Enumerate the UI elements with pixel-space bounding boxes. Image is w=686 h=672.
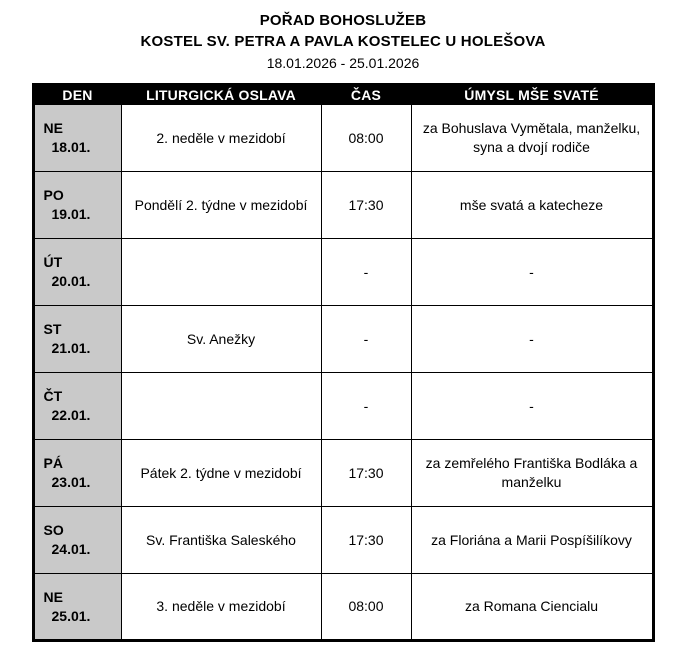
day-abbr: NE	[43, 120, 63, 137]
day-date: 19.01.	[51, 206, 91, 222]
intention-cell: -	[411, 306, 653, 373]
column-header-intention: ÚMYSL MŠE SVATÉ	[411, 85, 653, 105]
time-cell: 17:30	[321, 172, 411, 239]
table-row	[33, 105, 653, 172]
day-date: 25.01.	[51, 607, 91, 624]
time-cell: 08:00	[321, 105, 411, 172]
day-abbr: PÁ	[43, 455, 63, 472]
day-cell	[33, 373, 121, 440]
intention-cell: za Bohuslava Vymětala, manželku, syna a dvojí rodiče	[411, 105, 653, 172]
celebration-cell	[121, 239, 321, 306]
day-cell	[33, 507, 121, 574]
intention-cell: za Floriána a Marii Pospíšilíkovy	[411, 507, 653, 574]
table-row	[33, 440, 653, 507]
day-abbr: ÚT	[43, 254, 63, 271]
day-cell	[33, 440, 121, 507]
table-row	[33, 507, 653, 574]
day-cell	[33, 239, 121, 306]
header-row	[33, 85, 653, 105]
celebration-cell	[121, 373, 321, 440]
table-row	[33, 172, 653, 239]
day-abbr: ST	[43, 321, 62, 338]
day-date: 22.01.	[51, 407, 91, 423]
day-date: 21.01.	[51, 340, 91, 356]
celebration-cell: Sv. Anežky	[121, 306, 321, 373]
time-cell: 17:30	[321, 440, 411, 507]
day-abbr: PO	[43, 187, 64, 204]
intention-cell: mše svatá a katecheze	[411, 172, 653, 239]
celebration-cell: 3. neděle v mezidobí	[121, 574, 321, 641]
day-cell	[33, 105, 121, 172]
day-cell	[33, 574, 121, 641]
table-row	[33, 306, 653, 373]
intention-cell: za zemřelého Františka Bodláka a manželku	[411, 440, 653, 507]
column-header-time: ČAS	[321, 85, 411, 105]
day-abbr: ČT	[43, 388, 63, 405]
page-title: POŘAD BOHOSLUŽEB	[259, 12, 427, 29]
table-row	[33, 239, 653, 306]
celebration-cell: Pondělí 2. týdne v mezidobí	[121, 172, 321, 239]
date-range: 18.01.2026 - 25.01.2026	[266, 55, 420, 71]
day-abbr: SO	[43, 522, 64, 539]
day-cell	[33, 172, 121, 239]
time-cell: -	[321, 373, 411, 440]
day-abbr: NE	[43, 588, 63, 605]
day-date: 20.01.	[51, 273, 91, 289]
day-date: 18.01.	[51, 139, 91, 155]
intention-cell: za Romana Ciencialu	[411, 574, 653, 641]
schedule-table	[32, 83, 655, 642]
intention-cell: -	[411, 239, 653, 306]
column-header-celebration: LITURGICKÁ OSLAVA	[121, 85, 321, 105]
church-name: KOSTEL SV. PETRA A PAVLA KOSTELEC U HOLEŠOVA	[140, 33, 546, 50]
celebration-cell: 2. neděle v mezidobí	[121, 105, 321, 172]
day-date: 24.01.	[51, 541, 91, 557]
table-row	[33, 373, 653, 440]
time-cell: -	[321, 306, 411, 373]
document-header	[0, 12, 686, 71]
celebration-cell: Pátek 2. týdne v mezidobí	[121, 440, 321, 507]
day-cell	[33, 306, 121, 373]
intention-cell: -	[411, 373, 653, 440]
time-cell: 08:00	[321, 574, 411, 641]
time-cell: 17:30	[321, 507, 411, 574]
table-row	[33, 574, 653, 641]
time-cell: -	[321, 239, 411, 306]
column-header-day: DEN	[33, 85, 121, 105]
day-date: 23.01.	[51, 474, 91, 490]
celebration-cell: Sv. Františka Saleského	[121, 507, 321, 574]
